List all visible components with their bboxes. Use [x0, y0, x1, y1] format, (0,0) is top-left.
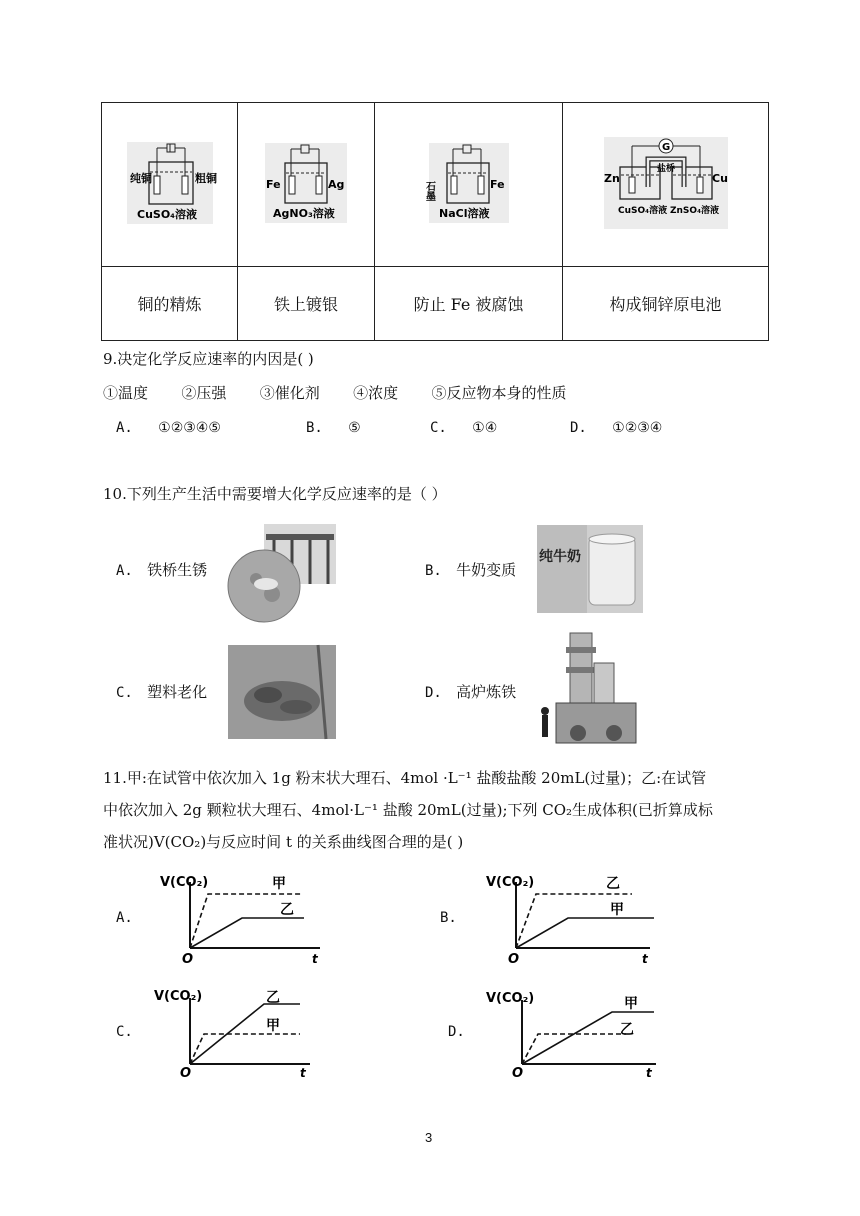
- q11-graph-c: [154, 982, 314, 1081]
- plastic-aging-image: [228, 645, 336, 739]
- origin-label: O: [182, 952, 194, 967]
- q11-option-a-letter: A.: [116, 910, 133, 926]
- q9-option-b: B. ⑤: [306, 420, 361, 436]
- milk-box-text: 纯牛奶: [539, 549, 581, 565]
- q10-option-d: D. 高炉炼铁: [425, 683, 517, 701]
- salt-bridge-label: 盐桥: [656, 163, 675, 174]
- q9-option-d: D. ①②③④: [570, 420, 663, 436]
- electrochem-table: [101, 102, 769, 341]
- y-axis-label: V(CO₂): [486, 875, 535, 890]
- anode-label: 粗铜: [194, 171, 217, 185]
- figure-cell-plating: [238, 103, 375, 267]
- caption-plating: 铁上镀银: [238, 267, 375, 341]
- q11-graph-a: [160, 868, 330, 967]
- q10-option-b: B. 牛奶变质: [425, 561, 517, 579]
- q11-option-b-letter: B.: [440, 910, 457, 926]
- cathode-label: 纯铜: [129, 171, 152, 185]
- solid-curve-label: 乙: [280, 902, 294, 918]
- q9-items: ①温度 ②压强 ③催化剂 ④浓度 ⑤反应物本身的性质: [103, 384, 567, 402]
- q11-line-2: 中依次加入 2g 颗粒状大理石、4mol·L⁻¹ 盐酸 20mL(过量);下列 CO₂生成体积(已折算成标: [103, 801, 713, 819]
- solid-curve: [516, 918, 654, 948]
- dashed-curve-label: 甲: [266, 1018, 280, 1034]
- graphite-label: 石墨: [423, 180, 434, 201]
- x-axis-label: t: [642, 952, 648, 966]
- solid-curve-label: 乙: [266, 990, 280, 1006]
- galvanic-cell-figure: [604, 137, 728, 229]
- q11-line-3: 准状况)V(CO₂)与反应时间 t 的关系曲线图合理的是( ): [103, 833, 464, 851]
- blast-furnace-image: [538, 633, 642, 749]
- x-axis-label: t: [300, 1066, 306, 1080]
- q10-option-c: C. 塑料老化: [116, 683, 208, 701]
- zinc-label: Zn: [603, 171, 620, 185]
- x-axis-label: t: [312, 952, 318, 966]
- q11-graph-b: [486, 868, 660, 967]
- q11-graph-d: [486, 986, 660, 1081]
- y-axis-label: V(CO₂): [160, 875, 209, 890]
- dashed-curve-label: 乙: [620, 1022, 634, 1038]
- figure-cell-protection: [375, 103, 563, 267]
- milk-image: [537, 525, 643, 613]
- galvanometer-label: G: [661, 141, 670, 153]
- solution-label: CuSO₄溶液: [136, 207, 197, 221]
- dashed-curve-label: 甲: [272, 876, 286, 892]
- figure-cell-galvanic: [563, 103, 769, 267]
- dashed-curve: [190, 1034, 300, 1064]
- corrosion-protection-figure: [423, 143, 509, 223]
- origin-label: O: [508, 952, 520, 967]
- solution-label: AgNO₃溶液: [273, 206, 335, 220]
- figure-cell-refining: [102, 103, 238, 267]
- left-solution-label: CuSO₄溶液: [617, 205, 667, 216]
- dashed-curve-label: 乙: [606, 876, 620, 892]
- solid-curve-label: 甲: [624, 996, 638, 1012]
- copper-refining-figure: [127, 142, 217, 224]
- page-number: 3: [425, 1130, 433, 1145]
- iron-electrode-label: Fe: [266, 177, 281, 191]
- q9-stem: 9.决定化学反应速率的内因是( ): [103, 350, 314, 368]
- caption-protection: 防止 Fe 被腐蚀: [375, 267, 563, 341]
- caption-refining: 铜的精炼: [102, 267, 238, 341]
- solid-curve: [190, 918, 304, 948]
- solid-curve: [522, 1012, 654, 1064]
- q11-option-c-letter: C.: [116, 1024, 133, 1040]
- silver-plating-figure: [265, 143, 347, 223]
- origin-label: O: [180, 1066, 192, 1081]
- q10-option-a: A. 铁桥生锈: [116, 561, 208, 579]
- copper-label: Cu: [711, 171, 728, 185]
- q10-stem: 10.下列生产生活中需要增大化学反应速率的是（ ）: [103, 485, 447, 503]
- dashed-curve: [522, 1034, 626, 1064]
- q9-option-c: C. ①④: [430, 420, 498, 436]
- caption-galvanic: 构成铜锌原电池: [563, 267, 769, 341]
- iron-label: Fe: [489, 177, 505, 191]
- origin-label: O: [512, 1066, 524, 1081]
- solution-label: NaCl溶液: [438, 206, 489, 220]
- q11-line-1: 11.甲:在试管中依次加入 1g 粉末状大理石、4mol ·L⁻¹ 盐酸盐酸 20mL(过量)；乙:在试管: [103, 769, 707, 787]
- q11-option-d-letter: D.: [448, 1024, 465, 1040]
- q9-option-a: A. ①②③④⑤: [116, 420, 221, 436]
- silver-electrode-label: Ag: [328, 177, 345, 191]
- y-axis-label: V(CO₂): [154, 989, 203, 1004]
- solid-curve-label: 甲: [610, 902, 624, 918]
- rusty-bridge-image: [226, 524, 336, 624]
- right-solution-label: ZnSO₄溶液: [669, 205, 719, 216]
- y-axis-label: V(CO₂): [486, 991, 535, 1006]
- x-axis-label: t: [646, 1066, 652, 1080]
